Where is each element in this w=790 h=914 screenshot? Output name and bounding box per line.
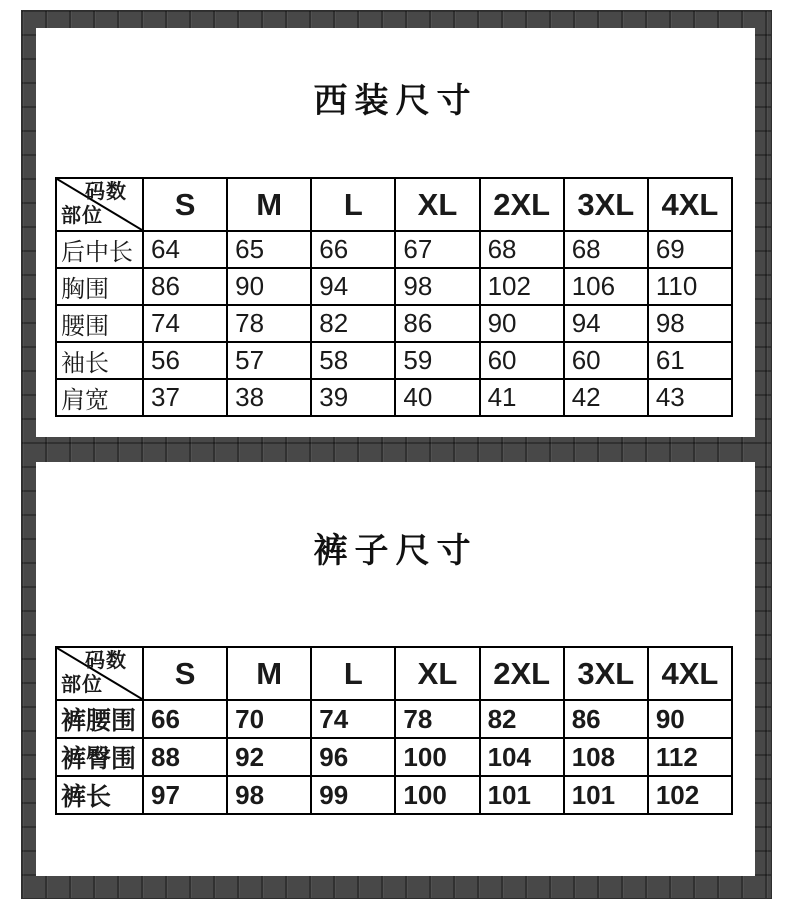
size-value-cell: 66 bbox=[311, 231, 395, 268]
header-row bbox=[56, 178, 732, 231]
size-value-cell: 108 bbox=[564, 738, 648, 776]
size-value-cell: 68 bbox=[480, 231, 564, 268]
suit-size-card bbox=[36, 28, 755, 437]
size-value-cell: 39 bbox=[311, 379, 395, 416]
size-value-cell: 37 bbox=[143, 379, 227, 416]
size-value-cell: 41 bbox=[480, 379, 564, 416]
measurement-label: 裤腰围 bbox=[56, 700, 143, 738]
size-value-cell: 69 bbox=[648, 231, 732, 268]
size-value-cell: 66 bbox=[143, 700, 227, 738]
size-value-cell: 38 bbox=[227, 379, 311, 416]
size-value-cell: 58 bbox=[311, 342, 395, 379]
corner-header-cell bbox=[56, 647, 143, 700]
size-column-header: 2XL bbox=[480, 178, 564, 231]
size-value-cell: 98 bbox=[648, 305, 732, 342]
measurement-row bbox=[56, 776, 732, 814]
size-value-cell: 61 bbox=[648, 342, 732, 379]
measurement-label: 裤臀围 bbox=[56, 738, 143, 776]
size-value-cell: 94 bbox=[311, 268, 395, 305]
pants-size-table bbox=[55, 646, 733, 815]
size-value-cell: 110 bbox=[648, 268, 732, 305]
size-value-cell: 70 bbox=[227, 700, 311, 738]
pants-size-title: 裤子尺寸 bbox=[313, 532, 478, 570]
measurement-row bbox=[56, 700, 732, 738]
size-value-cell: 102 bbox=[648, 776, 732, 814]
measurement-row bbox=[56, 342, 732, 379]
size-value-cell: 104 bbox=[480, 738, 564, 776]
size-value-cell: 43 bbox=[648, 379, 732, 416]
size-column-header: XL bbox=[395, 178, 479, 231]
size-value-cell: 67 bbox=[395, 231, 479, 268]
size-value-cell: 102 bbox=[480, 268, 564, 305]
size-column-header: L bbox=[311, 178, 395, 231]
size-value-cell: 97 bbox=[143, 776, 227, 814]
corner-label-part: 部位 bbox=[61, 674, 103, 696]
size-value-cell: 40 bbox=[395, 379, 479, 416]
size-column-header: 4XL bbox=[648, 178, 732, 231]
size-value-cell: 59 bbox=[395, 342, 479, 379]
header-row bbox=[56, 647, 732, 700]
size-value-cell: 96 bbox=[311, 738, 395, 776]
size-column-header: L bbox=[311, 647, 395, 700]
size-value-cell: 82 bbox=[480, 700, 564, 738]
size-value-cell: 90 bbox=[480, 305, 564, 342]
size-column-header: 4XL bbox=[648, 647, 732, 700]
measurement-row bbox=[56, 379, 732, 416]
size-value-cell: 98 bbox=[227, 776, 311, 814]
size-value-cell: 100 bbox=[395, 738, 479, 776]
size-value-cell: 100 bbox=[395, 776, 479, 814]
measurement-row bbox=[56, 268, 732, 305]
corner-label-size: 码数 bbox=[85, 650, 127, 672]
size-column-header: S bbox=[143, 178, 227, 231]
pants-size-card bbox=[36, 462, 755, 876]
corner-label-size: 码数 bbox=[85, 181, 127, 203]
measurement-label: 腰围 bbox=[56, 305, 143, 342]
size-value-cell: 90 bbox=[648, 700, 732, 738]
measurement-label: 袖长 bbox=[56, 342, 143, 379]
size-column-header: 3XL bbox=[564, 647, 648, 700]
size-value-cell: 86 bbox=[564, 700, 648, 738]
size-column-header: M bbox=[227, 647, 311, 700]
measurement-row bbox=[56, 738, 732, 776]
size-value-cell: 60 bbox=[480, 342, 564, 379]
size-value-cell: 101 bbox=[564, 776, 648, 814]
size-value-cell: 65 bbox=[227, 231, 311, 268]
size-value-cell: 112 bbox=[648, 738, 732, 776]
size-value-cell: 68 bbox=[564, 231, 648, 268]
measurement-label: 裤长 bbox=[56, 776, 143, 814]
size-value-cell: 90 bbox=[227, 268, 311, 305]
size-value-cell: 98 bbox=[395, 268, 479, 305]
size-value-cell: 74 bbox=[143, 305, 227, 342]
size-value-cell: 78 bbox=[227, 305, 311, 342]
size-column-header: S bbox=[143, 647, 227, 700]
size-value-cell: 64 bbox=[143, 231, 227, 268]
corner-label-part: 部位 bbox=[61, 205, 103, 227]
size-value-cell: 92 bbox=[227, 738, 311, 776]
measurement-row bbox=[56, 231, 732, 268]
size-value-cell: 56 bbox=[143, 342, 227, 379]
size-value-cell: 57 bbox=[227, 342, 311, 379]
suit-size-title: 西装尺寸 bbox=[313, 82, 478, 120]
size-value-cell: 42 bbox=[564, 379, 648, 416]
size-column-header: 2XL bbox=[480, 647, 564, 700]
size-column-header: 3XL bbox=[564, 178, 648, 231]
size-value-cell: 86 bbox=[143, 268, 227, 305]
size-value-cell: 82 bbox=[311, 305, 395, 342]
size-value-cell: 99 bbox=[311, 776, 395, 814]
size-value-cell: 101 bbox=[480, 776, 564, 814]
size-value-cell: 78 bbox=[395, 700, 479, 738]
size-value-cell: 106 bbox=[564, 268, 648, 305]
measurement-row bbox=[56, 305, 732, 342]
size-value-cell: 88 bbox=[143, 738, 227, 776]
size-value-cell: 86 bbox=[395, 305, 479, 342]
size-column-header: M bbox=[227, 178, 311, 231]
size-column-header: XL bbox=[395, 647, 479, 700]
measurement-label: 后中长 bbox=[56, 231, 143, 268]
size-value-cell: 94 bbox=[564, 305, 648, 342]
measurement-label: 胸围 bbox=[56, 268, 143, 305]
corner-header-cell bbox=[56, 178, 143, 231]
size-value-cell: 60 bbox=[564, 342, 648, 379]
suit-size-table bbox=[55, 177, 733, 417]
measurement-label: 肩宽 bbox=[56, 379, 143, 416]
size-value-cell: 74 bbox=[311, 700, 395, 738]
